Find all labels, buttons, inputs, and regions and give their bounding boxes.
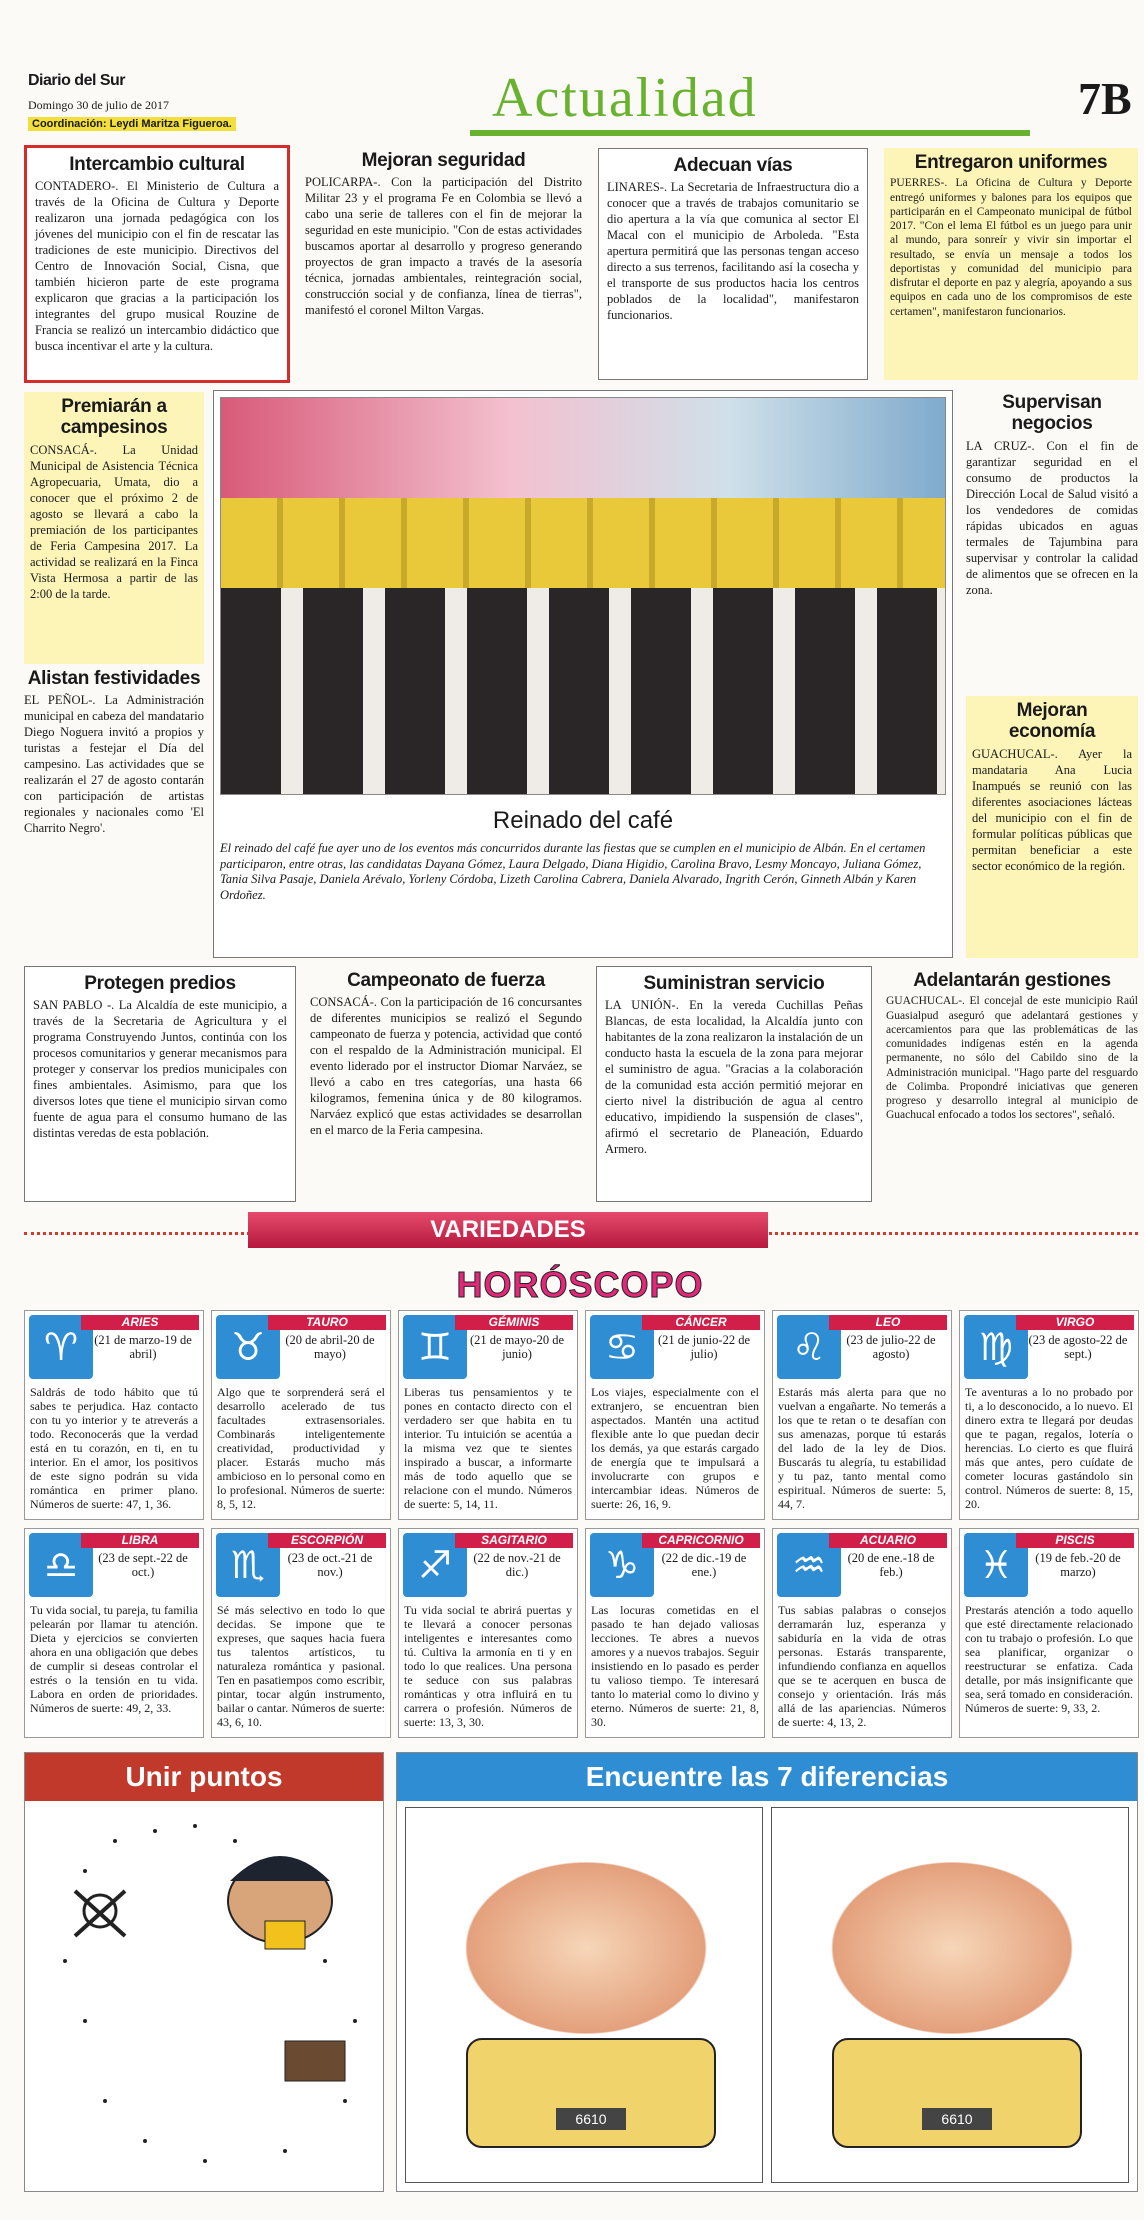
story-body: PUERRES-. La Oficina de Cultura y Deporte entregó uniformes y balones para los equipos que participarán en el Campeonato municipal de fútbol 2017. "Con el lema El fútbol es un juego para unir al mundo, para sonreír y vivir sin importar el resultado, se envía un mensaje a todos los deportistas y comunidad del municipio para disfrutar el deporte en paz y alegría, apoyando a sus equipos en cada uno de los compromisos de este certamen", manifestaron funcionarios.	[890, 177, 1132, 318]
story-title: Campeonato de fuerza	[347, 970, 545, 991]
story-body: GUACHUCAL-. El concejal de este municipio Raúl Guasialpud aseguró que adelantará gestiones y acercamientos para que las problemáticas de las comunidades indígenas estén en la agenda permanente, no sólo del Cabildo sino de la Administración municipal. "Hago parte del resguardo de Colimba. Propondré iniciativas que generen progreso y desarrollo integral al municipio de Guachucal enfocado a todos los sectores", señaló.	[886, 995, 1138, 1122]
sign-dates: (20 de abril-20 de mayo)	[285, 1333, 375, 1362]
zodiac-icon: ♍	[964, 1315, 1028, 1379]
zodiac-icon: ♈	[29, 1315, 93, 1379]
photo-caption: El reinado del café fue ayer uno de los eventos más concurridos durante las fiestas que se cumplen en el municipio de Albán. En el certamen participaron, entre otras, las candidatas Dayana Gómez, Laura Delgado, Diana Higidio, Carolina Bravo, Lesmy Moncayo, Juliana Gómez, Tania Silva Pasaje, Daniela Arévalo, Yorleny Córdoba, Lizeth Carolina Cabrera, Daniela Alvarado, Ingrith Cerón, Ginneth Albán y Karen Ordoñez.	[220, 841, 926, 902]
sign-dates: (22 de dic.-19 de ene.)	[661, 1551, 747, 1580]
sign-name: CÁNCER	[642, 1315, 760, 1330]
diferencias-title: Encuentre las 7 diferencias	[397, 1753, 1137, 1801]
story-body: POLICARPA-. Con la participación del Distrito Militar 23 y el programa Fe en Colombia se llevó a cabo una serie de talleres con el fin de mejorar la seguridad en este municipio. "Con de estas actividades buscamos aportar al desarrollo y progreso generando proyectos de gran impacto a través de la asesoría técnica, jornadas ambientales, reintegración social, construcción social y de confianza, línea de tierras", manifestó el coronel Milton Vargas.	[305, 175, 582, 318]
sign-text: Tu vida social te abrirá puertas y te llevará a conocer personas inteligentes e interesantes como tú. Cultiva la armonía en ti y en todo lo que realices. Una persona te seduce con sus palabras románticas y otra influirá en tu carrera o profesión. Números de suerte: 13, 3, 30.	[404, 1603, 572, 1730]
edition-date: Domingo 30 de julio de 2017	[28, 98, 169, 112]
sign-text: Los viajes, especialmente con el extranjero, se encuentran bien aspectados. Mantén una actitud flexible ante lo que puedan decir los demás, ya que estarás cargado de energía que te impulsará a involucrarte con grupos e intercambiar ideas. Números de suerte: 26, 16, 9.	[591, 1385, 759, 1512]
horoscope-card	[24, 1528, 204, 1738]
horoscope-grid	[24, 1310, 1138, 1740]
zodiac-icon: ♎	[29, 1533, 93, 1597]
sign-name: LIBRA	[81, 1533, 199, 1548]
story-title: Protegen predios	[84, 973, 236, 994]
story-entregaron-uniformes	[884, 148, 1138, 380]
story-body: CONSACÁ-. Con la participación de 16 concursantes de diferentes municipios se realizó el Segundo campeonato de fuerza y potencia, actividad que contó con el respaldo de la Administración municipal. El evento liderado por el instructor Diomar Narváez, se llevó a cabo en tres categorías, una hasta 66 kilogramos, femenina única y de 80 kilogramos. Narváez explicó que estas actividades se desarrollan en el marco de la Feria campesina.	[310, 995, 582, 1138]
sign-dates: (19 de feb.-20 de marzo)	[1035, 1551, 1121, 1580]
story-title: Mejoran economía	[1008, 700, 1096, 743]
story-title: Entregaron uniformes	[914, 152, 1108, 173]
horoscope-card	[398, 1528, 578, 1738]
story-body: LINARES-. La Secretaria de Infraestructura dio a conocer que a través de trabajos comunitario se dio apertura a la vía que comunica al sector El Macal con el municipio de Arboleda. "Esta apertura permitirá que las personas tengan acceso directo a sus terrenos, facilitando así la cosecha y el transporte de sus productos hacia los centros poblados de la localidad", manifestaron funcionarios.	[607, 180, 859, 323]
sign-dates: (23 de sept.-22 de oct.)	[98, 1551, 188, 1580]
zodiac-icon: ♊	[403, 1315, 467, 1379]
zodiac-icon: ♓	[964, 1533, 1028, 1597]
zodiac-icon: ♐	[403, 1533, 467, 1597]
story-adecuan-vias	[598, 148, 868, 380]
story-body: SAN PABLO -. La Alcaldía de este municipio, a través de la Secretaria de Agricultura y el programa Construyendo Juntos, continúa con los procesos comunitarios y generar mecanismos para proteger y conservar los predios municipales con fines ambientales. Asimismo, para que los diversos lotes que tiene el municipio sirvan como fuente de agua para el consumo humano de las distintas veredas de esta población.	[33, 998, 287, 1141]
section-title: Actualidad	[492, 67, 758, 129]
section-rule	[470, 130, 1030, 136]
story-intercambio-cultural	[24, 145, 290, 383]
sign-dates: (22 de nov.-21 de dic.)	[473, 1551, 561, 1580]
diferencias-panels	[397, 1801, 1137, 2189]
horoscope-card	[959, 1310, 1139, 1520]
photo-title: Reinado del café	[492, 807, 674, 834]
horoscope-title: HORÓSCOPO	[456, 1264, 704, 1305]
sign-text: Algo que te sorprenderá será el desarrollo acelerado de tus facultades extrasensoriales. Combinarás inteligentemente creatividad, productividad y placer. Estarás mucho más ambicioso en lo personal como en lo profesional. Números de suerte: 8, 5, 12.	[217, 1385, 385, 1512]
story-adelantaran-gestiones	[886, 970, 1138, 1202]
story-campeonato-fuerza	[310, 970, 582, 1202]
plate-text: 6610	[922, 2108, 992, 2130]
newspaper-name: Diario del Sur	[28, 72, 126, 89]
sign-dates: (23 de julio-22 de agosto)	[846, 1333, 936, 1362]
horoscope-card	[211, 1528, 391, 1738]
story-body: LA CRUZ-. Con el fin de garantizar seguridad en el consumo de productos la Dirección Local de Salud visitó a los vendedores de comidas rápidas ubicados en aguas termales de Tajumbina para supervisar y controlar la calidad de alimentos que se ofrecen en la zona.	[966, 438, 1138, 597]
story-mejoran-seguridad	[305, 150, 582, 380]
sign-text: Tu vida social, tu pareja, tu familia pelearán por llamar tu atención. Dieta y ejercicios se convierten ahora en una obligación que debes de cumplir si deseas controlar el estrés o la tensión en tu vida. Labora en orden de prioridades. Números de suerte: 49, 2, 33.	[30, 1603, 198, 1716]
sign-text: Estarás más alerta para que no vuelvan a engañarte. No temerás a los que te retan o te desafían con sus amenazas, porque tú estarás del lado de la ley de Dios. Buscarás tu alegría, tu estabilidad y tu paz, tanto mental como espiritual. Números de suerte: 5, 44, 7.	[778, 1385, 946, 1512]
sign-name: TAURO	[268, 1315, 386, 1330]
story-protegen-predios	[24, 966, 296, 1202]
horoscope-card	[959, 1528, 1139, 1738]
story-suministran-servicio	[596, 966, 872, 1202]
story-premiaran-campesinos	[24, 392, 204, 664]
sign-dates: (23 de agosto-22 de sept.)	[1028, 1333, 1128, 1362]
unir-puntos-title: Unir puntos	[25, 1753, 383, 1801]
story-title: Adelantarán gestiones	[913, 970, 1111, 991]
horoscope-card	[211, 1310, 391, 1520]
sign-text: Tus sabias palabras o consejos derramarán luz, esperanza y sabiduría en la vida de otras personas. Estarás transparente, infundiendo confianza en aquellos que se te acerquen en busca de consejo y orientación. Irás más allá de las apariencias. Números de suerte: 4, 13, 2.	[778, 1603, 946, 1730]
sign-name: PISCIS	[1016, 1533, 1134, 1548]
horoscope-card	[772, 1528, 952, 1738]
sign-name: CAPRICORNIO	[642, 1533, 760, 1548]
zodiac-icon: ♌	[777, 1315, 841, 1379]
zodiac-icon: ♒	[777, 1533, 841, 1597]
story-body: LA UNIÓN-. En la vereda Cuchillas Peñas Blancas, de esta localidad, la Alcaldía junto con habitantes de la zona realizaron la instalación de un conducto hasta la escuela de la zona para mejorar el suministro de agua. "Gracias a la colaboración de la comunidad esta acción permitió mejorar en cierto nivel la distribución de agua al centro educativo, impidiendo la suspensión de clases", afirmó el secretario de Planeación, Eduardo Armero.	[605, 998, 863, 1157]
photo-feature	[213, 390, 953, 958]
variedades-banner: VARIEDADES	[248, 1212, 768, 1248]
plate-text: 6610	[556, 2108, 626, 2130]
horoscope-card	[772, 1310, 952, 1520]
horoscope-card	[585, 1528, 765, 1738]
page-number: 7B	[1078, 73, 1132, 124]
story-title: Adecuan vías	[673, 155, 793, 176]
story-title: Premiarán a campesinos	[60, 396, 168, 439]
sign-text: Liberas tus pensamientos y te pones en contacto directo con el verdadero ser que habita en tu interior. Tu intuición se acentúa a la misma vez que te sientes inspirado a buscar, a informarte más de todo aquello que se relacione con el mundo. Números de suerte: 5, 14, 11.	[404, 1385, 572, 1512]
story-body: CONSACÁ-. La Unidad Municipal de Asistencia Técnica Agropecuaria, Umata, dio a conocer que el próximo 2 de agosto se llevará a cabo la premiación de los participantes de Feria Campesina 2017. La actividad se realizará en la Finca Vista Hermosa a partir de las 2:00 de la tarde.	[30, 442, 198, 601]
story-title: Alistan festividades	[27, 668, 201, 689]
story-alistan-festividades	[24, 668, 204, 958]
story-body: GUACHUCAL-. Ayer la mandataria Ana Lucia Inampués se reunió con las diferentes asociaciones lácteas del municipio con el fin de formular políticas públicas que permitan beneficiar a este sector económico de la región.	[972, 746, 1132, 873]
sign-name: VIRGO	[1016, 1315, 1134, 1330]
sign-dates: (21 de marzo-19 de abril)	[94, 1333, 192, 1362]
sign-text: Sé más selectivo en todo lo que decidas. Se impone que te expreses, que saques hacia fuera tus talentos artísticos, tu naturaleza romántica y pasional. Ten en pasatiempos como escribir, pintar, tocar algún instrumento, bailar o cantar. Números de suerte: 43, 6, 10.	[217, 1603, 385, 1730]
sign-name: GÉMINIS	[455, 1315, 573, 1330]
zodiac-icon: ♑	[590, 1533, 654, 1597]
sign-name: ESCORPIÓN	[268, 1533, 386, 1548]
story-mejoran-economia	[966, 696, 1138, 958]
zodiac-icon: ♉	[216, 1315, 280, 1379]
sign-dates: (23 de oct.-21 de nov.)	[287, 1551, 373, 1580]
sign-name: ARIES	[81, 1315, 199, 1330]
cartoon-right	[771, 1807, 1129, 2183]
horoscope-card	[585, 1310, 765, 1520]
zodiac-icon: ♏	[216, 1533, 280, 1597]
sign-text: Prestarás atención a todo aquello que esté directamente relacionado con tu trabajo o profesión. Lo que sea planificar, organizar o reestructurar se enfatiza. Cada detalle, por más insignificante que sea, será tomado en consideración. Números de suerte: 9, 33, 2.	[965, 1603, 1133, 1716]
sign-dates: (21 de mayo-20 de junio)	[469, 1333, 565, 1362]
sign-text: Saldrás de todo hábito que tú sabes te perjudica. Haz contacto con tu yo interior y te atreverás a todo. Reconocerás que la verdad está en tu corazón, en ti, en tu interior. En el amor, los positivos de este signo podrán su vida romántica en primer plano. Números de suerte: 47, 1, 36.	[30, 1385, 198, 1512]
sign-text: Te aventuras a lo no probado por ti, a lo desconocido, a lo nuevo. El dinero extra te llegará por deudas que te pagan, regalos, lotería o herencias. Lo cierto es que fluirá más que antes, pero cuídate de cometer locuras gastándolo sin control. Números de suerte: 8, 15, 20.	[965, 1385, 1133, 1512]
cartoon-left	[405, 1807, 763, 2183]
story-body: CONTADERO-. El Ministerio de Cultura a través de la Oficina de Cultura y Deporte realizaron una jornada pedagógica con los jóvenes del municipio con el fin de rescatar las tradiciones de este municipio. Directivos del Centro de Innovación Social, Cisna, que también hicieron parte de este programa explicaron que gracias a la participación los integrantes del grupo musical Rouzine de Francia se realizó un intercambio didáctico que busca incentivar el arte y la cultura.	[35, 179, 279, 354]
coordination-credit: Coordinación: Leydi Maritza Figueroa.	[28, 117, 236, 131]
reinado-photo	[220, 397, 946, 795]
story-title: Intercambio cultural	[69, 154, 245, 175]
story-supervisan-negocios	[966, 392, 1138, 690]
sign-dates: (20 de ene.-18 de feb.)	[847, 1551, 935, 1580]
horoscope-card	[24, 1310, 204, 1520]
sign-name: LEO	[829, 1315, 947, 1330]
zodiac-icon: ♋	[590, 1315, 654, 1379]
sign-text: Las locuras cometidas en el pasado te han dejado valiosas lecciones. Te abres a nuevos amores y a nuevos trabajos. Seguir insistiendo en lo pasado es perder tu valioso tiempo. Te interesará tanto lo material como lo divino y eterno. Números de suerte: 21, 8, 30.	[591, 1603, 759, 1730]
story-body: EL PEÑOL-. La Administración municipal en cabeza del mandatario Diego Noguera invitó a propios y turistas a festejar el Día del campesino. Las actividades que se realizarán el 27 de agosto contarán con participación de artistas regionales y nacionales como 'El Charrito Negro'.	[24, 693, 204, 836]
sign-name: SAGITARIO	[455, 1533, 573, 1548]
sign-dates: (21 de junio-22 de julio)	[658, 1333, 750, 1362]
story-title: Mejoran seguridad	[361, 150, 526, 171]
sign-name: ACUARIO	[829, 1533, 947, 1548]
horoscope-card	[398, 1310, 578, 1520]
unir-puntos-game	[24, 1752, 384, 2192]
dot-to-dot-icon	[25, 1801, 384, 2192]
diferencias-game	[396, 1752, 1138, 2192]
story-title: Suministran servicio	[643, 973, 825, 994]
story-title: Supervisan negocios	[1002, 392, 1102, 435]
